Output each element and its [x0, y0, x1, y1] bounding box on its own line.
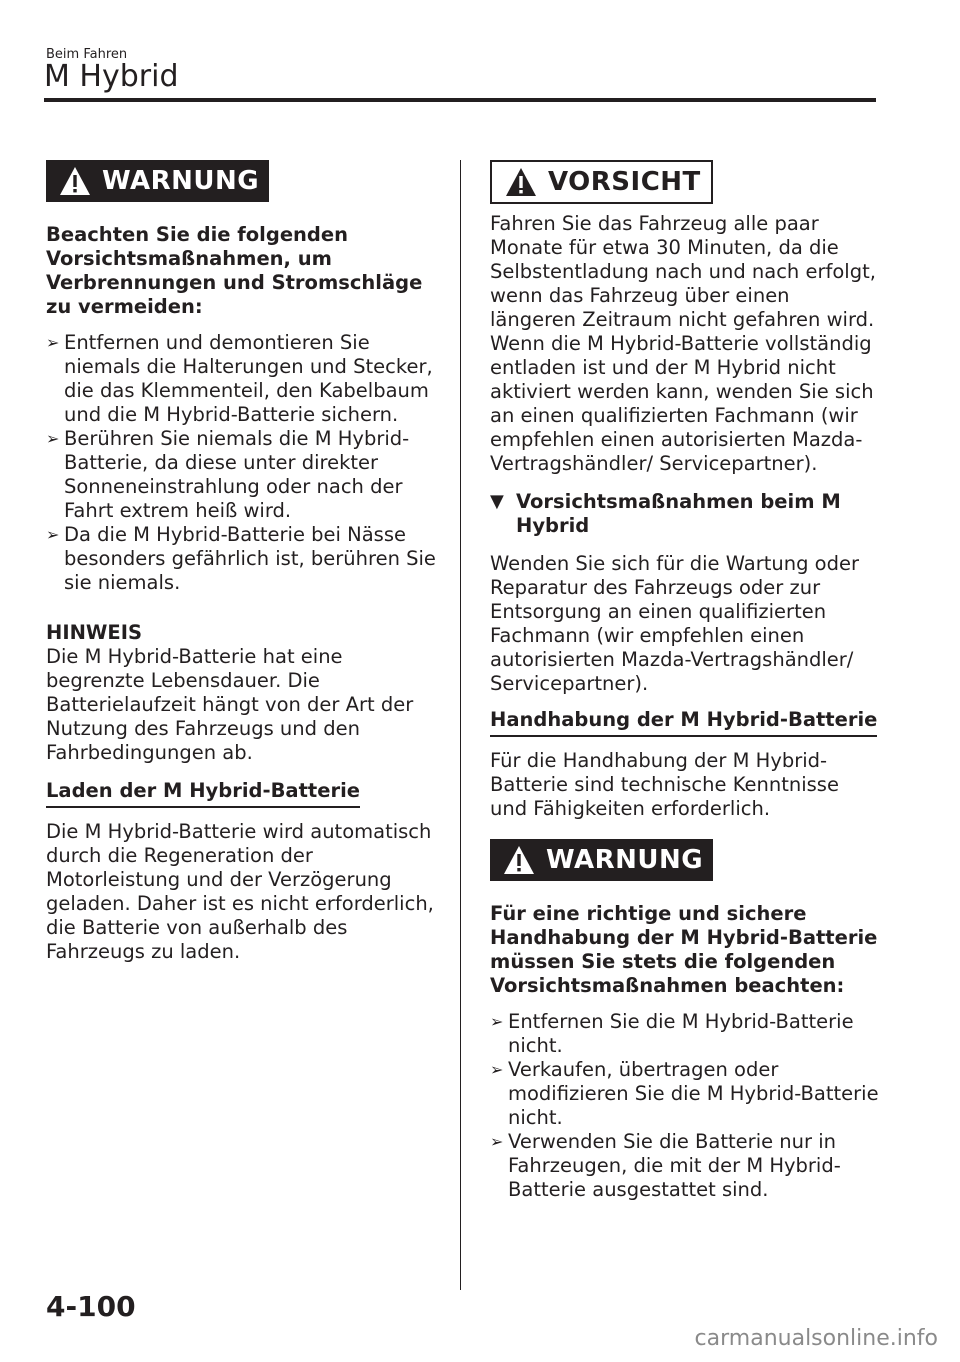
precautions-heading: ▼ Vorsichtsmaßnahmen beim M Hybrid — [490, 490, 841, 537]
precautions-text: Wenden Sie sich für die Wartung oder Reparatur des Fahrzeugs oder zur Entsorgung an einen qualifizierten Fachmann (wir empfehlen einen autorisierten Mazda-Vertragshändler/ Servicepartner). — [490, 552, 859, 695]
note-text: Die M Hybrid-Batterie hat eine begrenzte Lebensdauer. Die Batterielaufzeit hängt von der Art der Nutzung des Fahrzeugs und den Fahrbedingungen ab. — [46, 645, 414, 764]
triangle-down-icon: ▼ — [490, 491, 504, 512]
warning-list — [46, 331, 442, 595]
handling-heading: Handhabung der M Hybrid-Batterie — [490, 708, 877, 737]
arrow-icon: ➢ — [46, 525, 60, 544]
list-item: ➢ Da die M Hybrid-Batterie bei Nässe besonders gefährlich ist, berühren Sie sie niemals. — [46, 523, 436, 594]
warning-triangle-icon — [502, 844, 536, 876]
list-item: ➢ Entfernen Sie die M Hybrid-Batterie nicht. — [490, 1010, 854, 1057]
warning-list — [490, 1010, 880, 1202]
page-title: M Hybrid — [44, 59, 179, 94]
list-item: ➢ Verkaufen, übertragen oder modifizieren Sie die M Hybrid-Batterie nicht. — [490, 1058, 879, 1129]
caution-triangle-icon — [504, 166, 538, 198]
caution-label: VORSICHT — [548, 167, 701, 197]
arrow-icon: ➢ — [490, 1060, 504, 1079]
page-number: 4-100 — [46, 1290, 136, 1323]
left-column — [46, 160, 442, 964]
header-rule — [44, 98, 876, 102]
list-item: ➢ Entfernen und demontieren Sie niemals die Halterungen und Stecker, die das Klemmenteil, den Kabelbaum und die M Hybrid-Batterie sichern. — [46, 331, 433, 426]
caution-banner — [490, 160, 713, 204]
warning-label: WARNUNG — [102, 166, 260, 196]
arrow-icon: ➢ — [490, 1012, 504, 1031]
charging-text: Die M Hybrid-Batterie wird automatisch durch die Regeneration der Motorleistung und der Verzögerung geladen. Daher ist es nicht erforderlich, die Batterie von außerhalb des Fahrzeugs zu laden. — [46, 820, 434, 963]
note-heading: HINWEIS — [46, 621, 143, 644]
warning-banner — [490, 839, 713, 881]
caution-text: Fahren Sie das Fahrzeug alle paar Monate für etwa 30 Minuten, da die Selbstentladung nach und nach erfolgt, wenn das Fahrzeug über einen längeren Zeitraum nicht gefahren wird. Wenn die M Hybrid-Batterie vollständig entladen ist und der M Hybrid nicht aktiviert werden kann, wenden Sie sich an einen qualifizierten Fachmann (wir empfehlen einen autorisierten Mazda-Vertragshändler/ Servicepartner). — [490, 212, 876, 475]
watermark: carmanualsonline.info — [694, 1326, 938, 1351]
handling-text: Für die Handhabung der M Hybrid-Batterie sind technische Kenntnisse und Fähigkeiten erforderlich. — [490, 749, 839, 820]
warning-triangle-icon — [58, 165, 92, 197]
arrow-icon: ➢ — [46, 429, 60, 448]
list-item: ➢ Verwenden Sie die Batterie nur in Fahrzeugen, die mit der M Hybrid-Batterie ausgestattet sind. — [490, 1130, 841, 1201]
warning-intro: Beachten Sie die folgenden Vorsichtsmaßnahmen, um Verbrennungen und Stromschläge zu vermeiden: — [46, 223, 423, 318]
arrow-icon: ➢ — [46, 333, 60, 352]
arrow-icon: ➢ — [490, 1132, 504, 1151]
list-item: ➢ Berühren Sie niemals die M Hybrid-Batterie, da diese unter direkter Sonneneinstrahlung oder nach der Fahrt extrem heiß wird. — [46, 427, 410, 522]
section-label: Beim Fahren — [46, 47, 128, 62]
right-column — [490, 160, 880, 1202]
warning-intro: Für eine richtige und sichere Handhabung der M Hybrid-Batterie müssen Sie stets die folgenden Vorsichtsmaßnahmen beachten: — [490, 902, 878, 997]
charging-heading: Laden der M Hybrid-Batterie — [46, 779, 360, 808]
warning-banner — [46, 160, 269, 202]
warning-label: WARNUNG — [546, 845, 704, 875]
column-divider — [460, 160, 461, 1290]
